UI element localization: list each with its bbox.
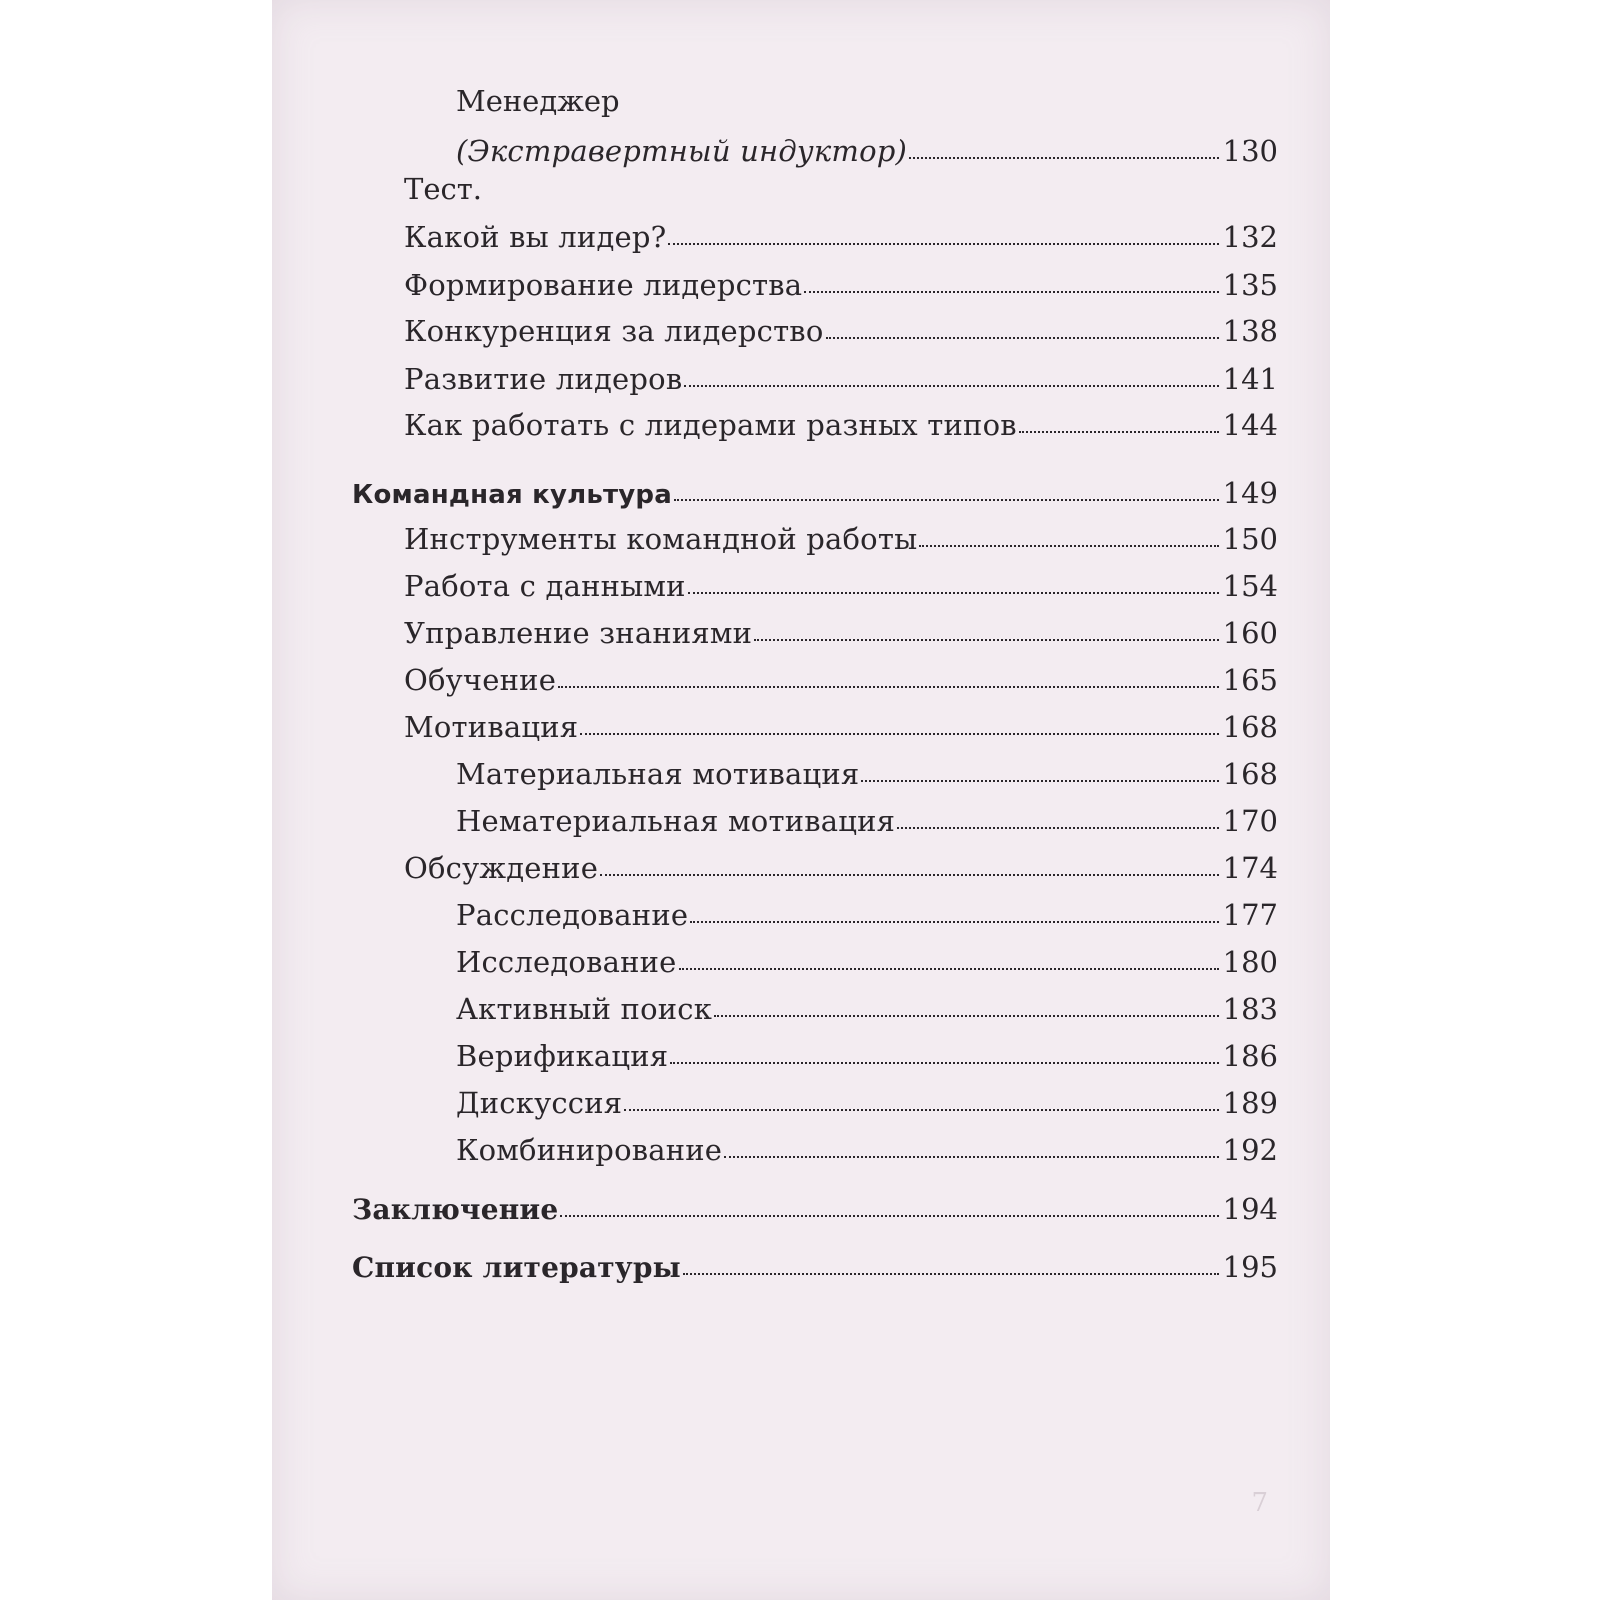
dot-leader — [683, 1272, 1219, 1275]
toc-entry-manager[interactable] — [272, 128, 1330, 168]
dot-leader — [670, 1061, 1218, 1064]
toc-entry-title: Конкуренция за лидерство — [404, 314, 824, 348]
toc-subentry[interactable] — [272, 1127, 1330, 1167]
toc-page-number: 180 — [1222, 945, 1278, 979]
toc-entry-title: Мотивация — [404, 710, 579, 744]
toc-page-number: 168 — [1222, 710, 1278, 744]
toc-entry-title: Работа с данными — [404, 569, 686, 603]
dot-leader — [919, 544, 1218, 547]
dot-leader — [826, 336, 1219, 339]
dot-leader — [897, 826, 1219, 829]
toc-entry-title: (Экстравертный индуктор) — [456, 134, 908, 168]
dot-leader — [600, 873, 1219, 876]
toc-page-number: 150 — [1222, 522, 1278, 556]
toc-chapter-title: Заключение — [352, 1193, 559, 1226]
toc-page-number: 165 — [1222, 663, 1278, 697]
toc-chapter-title: Командная культура — [352, 480, 672, 510]
dot-leader — [754, 638, 1218, 641]
toc-chapter-bibliography[interactable] — [272, 1244, 1330, 1284]
toc-page-number: 168 — [1222, 757, 1278, 791]
dot-leader — [1019, 430, 1219, 433]
toc-page-number: 130 — [1222, 134, 1278, 168]
dot-leader — [580, 732, 1218, 735]
toc-entry-title: Верификация — [456, 1039, 669, 1073]
toc-entry[interactable] — [272, 845, 1330, 885]
toc-subentry[interactable] — [272, 892, 1330, 932]
dot-leader — [909, 156, 1219, 159]
toc-subentry[interactable] — [272, 986, 1330, 1026]
dot-leader — [558, 685, 1219, 688]
toc-subentry[interactable] — [272, 798, 1330, 838]
dot-leader — [724, 1155, 1218, 1158]
toc-chapter-team-culture[interactable] — [272, 470, 1330, 510]
toc-entry-title: Управление знаниями — [404, 616, 753, 650]
page-folio: 7 — [1251, 1488, 1268, 1518]
toc-entry-title: Обсуждение — [404, 851, 599, 885]
toc-page-number: 183 — [1222, 992, 1278, 1026]
dot-leader — [804, 290, 1218, 293]
toc-entry-test[interactable] — [272, 214, 1330, 254]
dot-leader — [624, 1108, 1218, 1111]
toc-chapter-conclusion[interactable] — [272, 1186, 1330, 1226]
dot-leader — [688, 591, 1219, 594]
toc-page-number: 144 — [1222, 408, 1278, 442]
book-page — [272, 0, 1330, 1600]
toc-entry-title: Активный поиск — [456, 992, 713, 1026]
toc-entry[interactable] — [272, 610, 1330, 650]
toc-page-number: 194 — [1222, 1192, 1278, 1226]
toc-entry-title: Дискуссия — [456, 1086, 623, 1120]
toc-entry-title: Какой вы лидер? — [404, 220, 667, 254]
dot-leader — [668, 242, 1218, 245]
toc-subentry[interactable] — [272, 1033, 1330, 1073]
toc-entry[interactable] — [272, 262, 1330, 302]
toc-subentry[interactable] — [272, 939, 1330, 979]
toc-page-number: 132 — [1222, 220, 1278, 254]
toc-entry-title: Развитие лидеров — [404, 362, 683, 396]
toc-entry-title: Нематериальная мотивация — [456, 804, 896, 838]
toc-entry-title: Инструменты командной работы — [404, 522, 918, 556]
toc-page-number: 154 — [1222, 569, 1278, 603]
dot-leader — [684, 384, 1218, 387]
dot-leader — [560, 1214, 1218, 1217]
toc-entry[interactable] — [272, 402, 1330, 442]
toc-entry[interactable] — [272, 516, 1330, 556]
toc-entry-title: Расследование — [456, 898, 689, 932]
toc-entry[interactable] — [272, 657, 1330, 697]
toc-page-number: 135 — [1222, 268, 1278, 302]
toc-page-number: 174 — [1222, 851, 1278, 885]
toc-entry-title: Обучение — [404, 663, 557, 697]
toc-page-number: 170 — [1222, 804, 1278, 838]
toc-entry-manager-line1: Менеджер — [456, 84, 620, 118]
toc-page-number: 177 — [1222, 898, 1278, 932]
toc-page-number: 192 — [1222, 1133, 1278, 1167]
toc-entry-title: Комбинирование — [456, 1133, 723, 1167]
toc-page-number: 141 — [1222, 362, 1278, 396]
toc-entry-title: Исследование — [456, 945, 677, 979]
toc-page-number: 189 — [1222, 1086, 1278, 1120]
toc-page-number: 138 — [1222, 314, 1278, 348]
toc-entry[interactable] — [272, 563, 1330, 603]
toc-page-number: 186 — [1222, 1039, 1278, 1073]
dot-leader — [674, 498, 1219, 501]
toc-entry-title: Материальная мотивация — [456, 757, 860, 791]
toc-entry-test-line1: Тест. — [404, 172, 483, 206]
toc-page-number: 195 — [1222, 1250, 1278, 1284]
toc-chapter-title: Список литературы — [352, 1251, 681, 1284]
toc-entry[interactable] — [272, 704, 1330, 744]
toc-page-number: 160 — [1222, 616, 1278, 650]
toc-entry[interactable] — [272, 308, 1330, 348]
dot-leader — [690, 920, 1218, 923]
toc-entry-title: Формирование лидерства — [404, 268, 803, 302]
dot-leader — [679, 967, 1219, 970]
toc-subentry[interactable] — [272, 751, 1330, 791]
toc-entry-title: Как работать с лидерами разных типов — [404, 408, 1017, 442]
toc-page-number: 149 — [1222, 476, 1278, 510]
dot-leader — [714, 1014, 1219, 1017]
dot-leader — [861, 779, 1218, 782]
toc-subentry[interactable] — [272, 1080, 1330, 1120]
toc-entry[interactable] — [272, 356, 1330, 396]
